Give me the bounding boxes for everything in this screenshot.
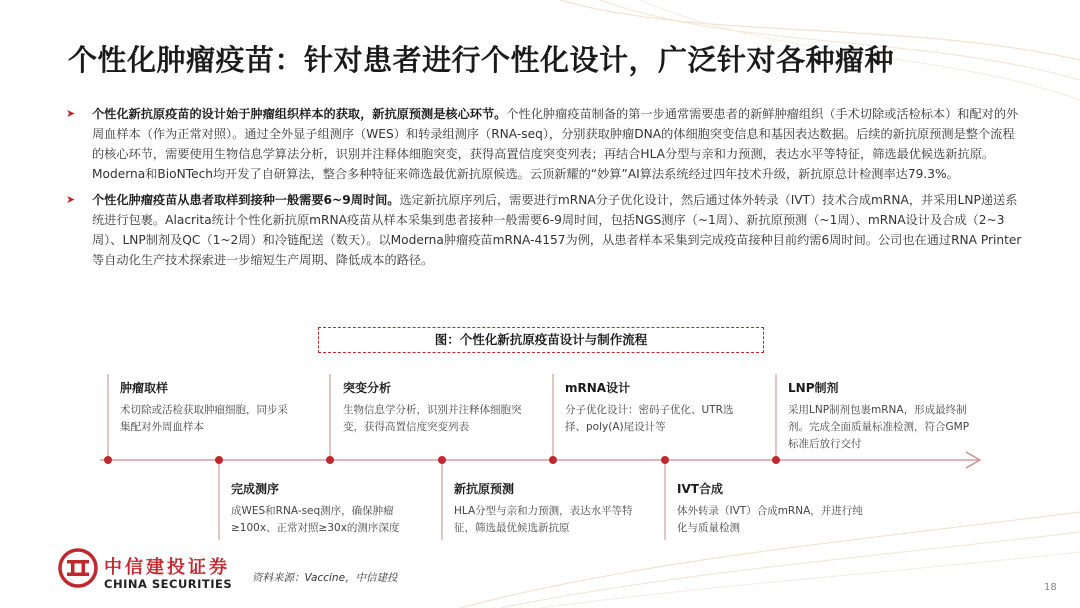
process-step-3 [343,380,533,436]
bullet-arrow-icon: ➤ [66,193,76,206]
timeline-dot-4 [438,456,446,464]
step-desc: 采用LNP制剂包裹mRNA，形成最终制剂。完成全面质量标准检测，符合GMP标准后放行交付 [788,404,970,450]
timeline-dot-7 [772,456,780,464]
logo-text-cn: 中信建投证券 [104,557,230,578]
step-title: IVT合成 [677,482,723,496]
step-title: LNP制剂 [788,381,839,395]
bullet-lead: 个性化肿瘤疫苗从患者取样到接种一般需要6~9周时间。 [92,193,400,207]
process-step-7 [788,380,974,453]
process-step-1 [120,380,298,436]
page-title: 个性化肿瘤疫苗：针对患者进行个性化设计，广泛针对各种瘤种 [68,43,895,77]
step-title: 新抗原预测 [454,482,515,496]
process-step-4 [454,481,639,537]
step-desc: 术切除或活检获取肿瘤细胞，同步采集配对外周血样本 [120,404,288,433]
step-title: 完成测序 [231,482,280,496]
timeline-dot-2 [215,456,223,464]
process-step-2 [231,481,416,537]
timeline-dot-3 [326,456,334,464]
figure-title: 图：个性化新抗原疫苗设计与制作流程 [318,327,764,353]
bullet-text: 个性化肿瘤疫苗制备的第一步通常需要患者的新鲜肿瘤组织（手术切除或活检标本）和配对的外周血样本（作为正常对照）。通过全外显子组测序（WES）和转录组测序（RNA-seq），分别获取肿瘤DNA的体细胞突变信息和基因表达数据。后续的新抗原预测是整个流程的核心环节，需要使用生物信息学算法分析，识别并注释体细胞突变，获得高置信度突变列表；再结合HLA分型与亲和力预测，表达水平等特征，筛选最优候选新抗原。Moderna和BioNTech均开发了自研算法，整合多种特征来筛选最优新抗原候选。云顶新耀的“妙算”AI算法系统经过四年技术升级，新抗原总计检测率达79.3%。 [92,107,1019,181]
step-desc: 分子优化设计：密码子优化、UTR选择、poly(A)尾设计等 [565,404,734,433]
timeline-dot-5 [549,456,557,464]
step-title: 肿瘤取样 [120,381,169,395]
process-step-5 [565,380,743,436]
step-desc: 成WES和RNA-seq测序，确保肿瘤≥100x、正常对照≥30x的测序深度 [231,505,400,534]
logo-text-en: CHINA SECURITIES [104,577,233,591]
bullet-text: 选定新抗原序列后，需要进行mRNA分子优化设计，然后通过体外转录（IVT）技术合成mRNA，并采用LNP递送系统进行包裹。Alacrita统计个性化新抗原mRNA疫苗从样本采集到患者接种一般需要6-9周时间，包括NGS测序（~1周）、新抗原预测（~1周）、mRNA设计及合成（2~3周）、LNP制剂及QC（1~2周）和冷链配送（数天）。以Moderna肿瘤疫苗mRNA-4157为例，从患者样本采集到完成疫苗接种目前约需6周时间。公司也在通过RNA Printer等自动化生产技术探索进一步缩短生产周期、降低成本的路径。 [92,193,1022,267]
step-desc: 体外转录（IVT）合成mRNA，并进行纯化与质量检测 [677,505,863,534]
step-title: 突变分析 [343,381,392,395]
step-desc: 生物信息学分析，识别并注释体细胞突变，获得高置信度突变列表 [343,404,522,433]
step-desc: HLA分型与亲和力预测，表达水平等特征，筛选最优候选新抗原 [454,505,633,534]
page-number: 18 [1044,582,1057,593]
china-securities-logo-icon [58,548,98,588]
process-step-6 [677,481,867,537]
source-note: 资料来源：Vaccine，中信建投 [252,572,398,584]
timeline-dot-6 [661,456,669,464]
step-title: mRNA设计 [565,381,631,395]
bullet-arrow-icon: ➤ [66,107,76,120]
bullet-lead: 个性化新抗原疫苗的设计始于肿瘤组织样本的获取，新抗原预测是核心环节。 [92,107,507,121]
timeline-dot-1 [104,456,112,464]
